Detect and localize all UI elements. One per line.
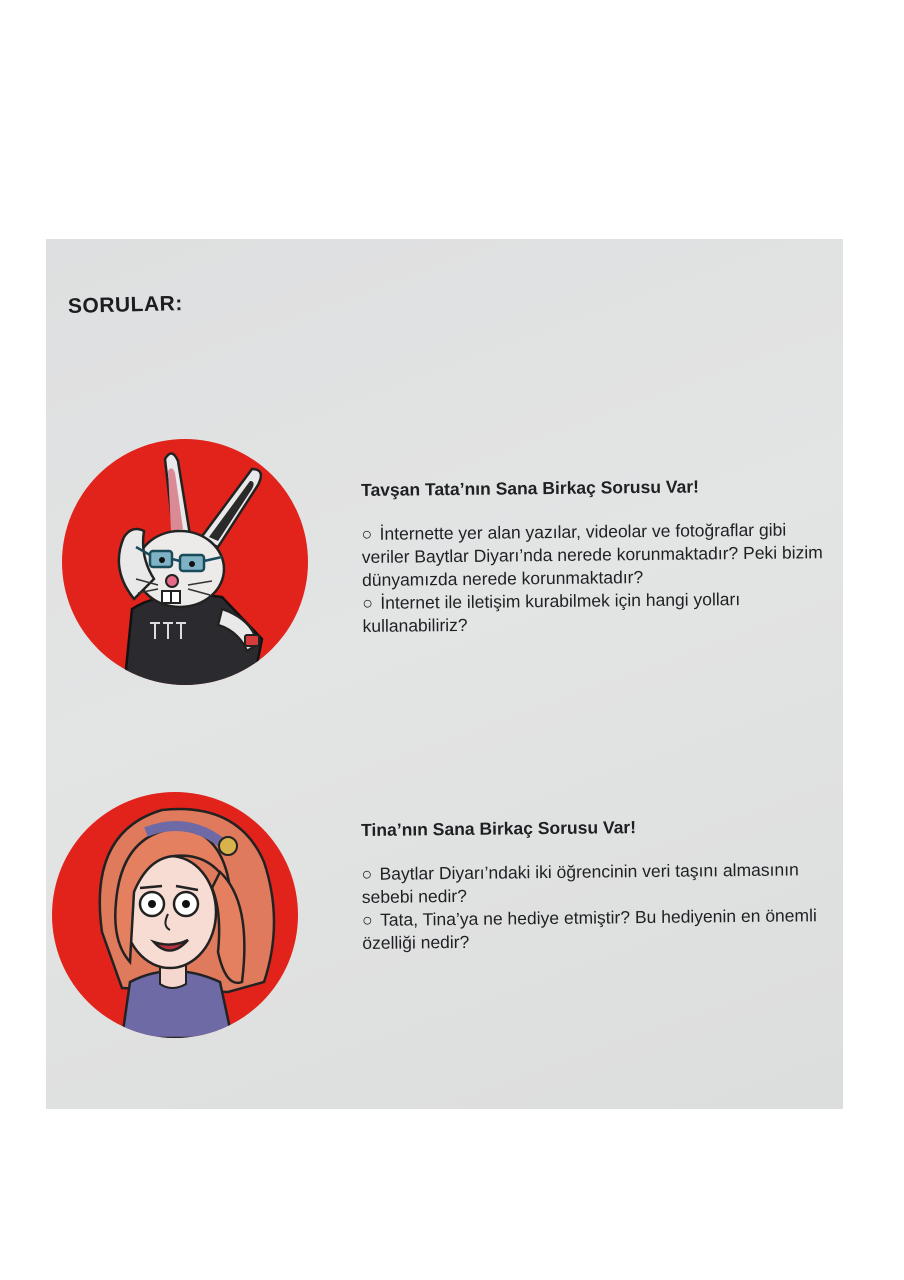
rabbit-questions-title: Tavşan Tata’nın Sana Birkaç Sorusu Var!: [361, 476, 700, 500]
rabbit-question-1: [361, 518, 832, 592]
book-page: [46, 239, 843, 1109]
girl-question-1: [361, 858, 831, 909]
page-heading: SORULAR:: [67, 291, 184, 318]
rabbit-character-icon: [62, 439, 308, 685]
rabbit-question-2: [362, 587, 832, 638]
bullet-icon: ○: [362, 592, 373, 613]
bullet-icon: ○: [361, 909, 373, 930]
girl-questions-block: [361, 814, 832, 955]
question-text: İnternet ile iletişim kurabilmek için hangi yolları kullanabiliriz?: [362, 589, 741, 636]
bullet-icon: ○: [361, 523, 373, 544]
girl-character-icon: [52, 792, 298, 1038]
bullet-icon: ○: [361, 863, 373, 884]
rabbit-illustration: [62, 439, 308, 685]
rabbit-questions-block: [361, 474, 833, 638]
girl-question-2: [362, 904, 832, 955]
question-text: İnternette yer alan yazılar, videolar ve fotoğraflar gibi veriler Baytlar Diyarı’nda nerede korunmaktadır? Peki bizim dünyamızda nerede korunmaktadır?: [361, 519, 823, 590]
girl-questions-title: Tina’nın Sana Birkaç Sorusu Var!: [361, 817, 637, 840]
question-text: Baytlar Diyarı’ndaki iki öğrencinin veri taşını almasının sebebi nedir?: [361, 859, 799, 907]
question-text: Tata, Tina’ya ne hediye etmiştir? Bu hediyenin en önemli özelliği nedir?: [362, 905, 817, 953]
girl-illustration: [52, 792, 298, 1038]
